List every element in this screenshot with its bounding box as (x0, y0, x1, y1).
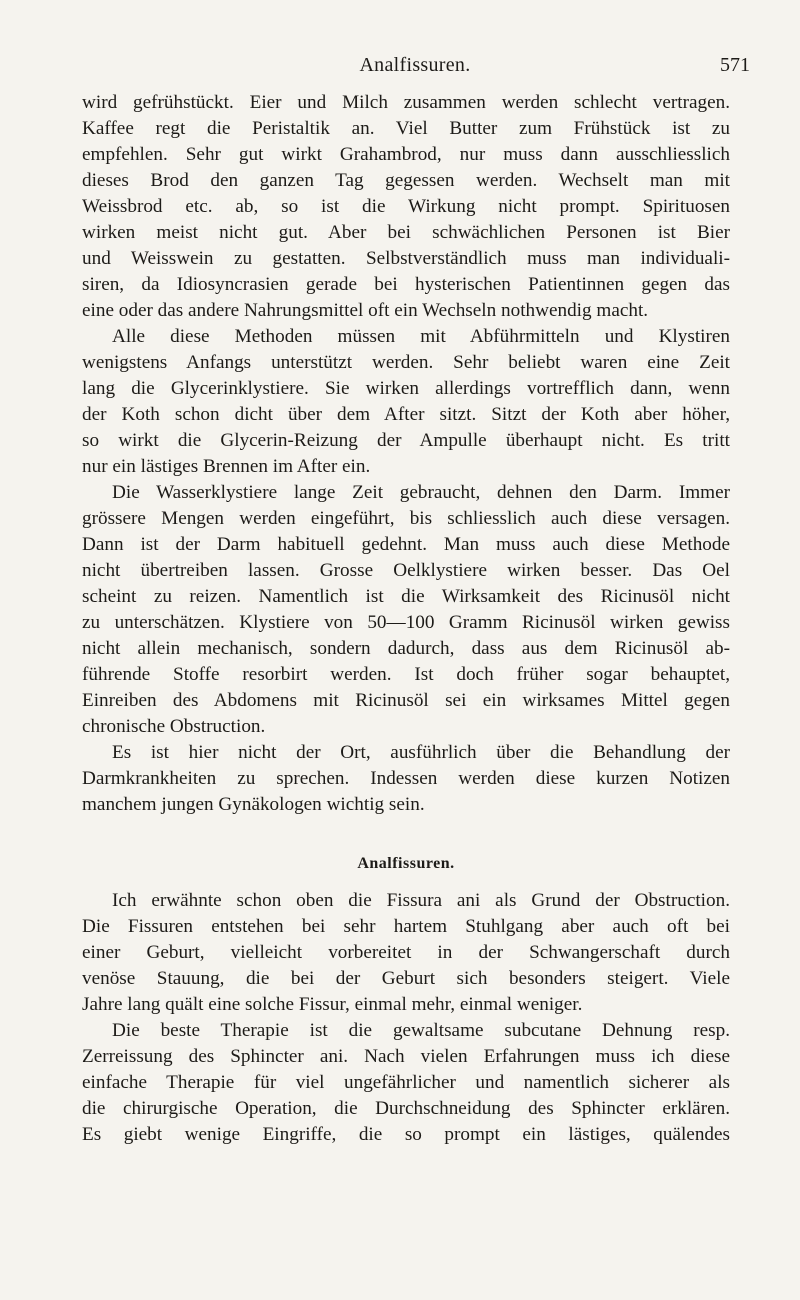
paragraph (82, 324, 730, 480)
text-line: wird gefrühstückt. Eier und Milch zusammen werden schlecht vertragen. (82, 92, 730, 113)
text-line: so wirkt die Glycerin-Reizung der Ampulle überhaupt nicht. Es tritt (82, 430, 730, 451)
text-line: und Weisswein zu gestatten. Selbstverständlich muss man individuali- (82, 248, 730, 269)
section-heading: Analfissuren. (357, 855, 455, 872)
text-line: Einreiben des Abdomens mit Ricinusöl sei ein wirksames Mittel gegen (82, 690, 730, 711)
text-line: Weissbrod etc. ab, so ist die Wirkung nicht prompt. Spirituosen (82, 196, 730, 217)
main-text (82, 90, 730, 1148)
section-spacer (82, 818, 730, 850)
text-line: wenigstens Anfangs unterstützt werden. Sehr beliebt waren eine Zeit (82, 352, 730, 373)
text-line: führende Stoffe resorbirt werden. Ist doch früher sogar behauptet, (82, 664, 730, 685)
text-line: einfache Therapie für viel ungefährlicher und namentlich sicherer als (82, 1072, 730, 1093)
page-number: 571 (720, 54, 750, 76)
paragraph (82, 1018, 730, 1148)
text-line: Die Wasserklystiere lange Zeit gebraucht, dehnen den Darm. Immer (112, 482, 730, 503)
text-line: einer Geburt, vielleicht vorbereitet in der Schwangerschaft durch (82, 942, 730, 963)
text-line: Kaffee regt die Peristaltik an. Viel Butter zum Frühstück ist zu (82, 118, 730, 139)
text-line: venöse Stauung, die bei der Geburt sich besonders steigert. Viele (82, 968, 730, 989)
text-line: die chirurgische Operation, die Durchschneidung des Sphincter erklären. (82, 1098, 730, 1119)
text-line: der Koth schon dicht über dem After sitzt. Sitzt der Koth aber höher, (82, 404, 730, 425)
text-line: Es ist hier nicht der Ort, ausführlich über die Behandlung der (112, 742, 730, 763)
paragraph (82, 480, 730, 740)
text-line: siren, da Idiosyncrasien gerade bei hysterischen Patientinnen gegen das (82, 274, 730, 295)
running-title: Analfissuren. (359, 54, 471, 76)
text-line: manchem jungen Gynäkologen wichtig sein. (82, 794, 425, 815)
text-line: Die Fissuren entstehen bei sehr hartem Stuhlgang aber auch oft bei (82, 916, 730, 937)
text-line: dieses Brod den ganzen Tag gegessen werden. Wechselt man mit (82, 170, 730, 191)
text-line: zu unterschätzen. Klystiere von 50—100 Gramm Ricinusöl wirken gewiss (82, 612, 730, 633)
text-line: nicht übertreiben lassen. Grosse Oelklystiere wirken besser. Das Oel (82, 560, 730, 581)
text-line: scheint zu reizen. Namentlich ist die Wirksamkeit des Ricinusöl nicht (82, 586, 730, 607)
text-line: eine oder das andere Nahrungsmittel oft ein Wechseln nothwendig macht. (82, 300, 649, 321)
text-line: nicht allein mechanisch, sondern dadurch, dass aus dem Ricinusöl ab- (82, 638, 730, 659)
text-line: Dann ist der Darm habituell gedehnt. Man muss auch diese Methode (82, 534, 730, 555)
text-line: lang die Glycerinklystiere. Sie wirken allerdings vortrefflich dann, wenn (82, 378, 730, 399)
text-line: Es giebt wenige Eingriffe, die so prompt ein lästiges, quälendes (82, 1124, 730, 1145)
text-line: nur ein lästiges Brennen im After ein. (82, 456, 371, 477)
text-line: Zerreissung des Sphincter ani. Nach vielen Erfahrungen muss ich diese (82, 1046, 730, 1067)
text-line: Darmkrankheiten zu sprechen. Indessen werden diese kurzen Notizen (82, 768, 730, 789)
text-line: Die beste Therapie ist die gewaltsame subcutane Dehnung resp. (112, 1020, 730, 1041)
paragraph (82, 888, 730, 1018)
text-line: wirken meist nicht gut. Aber bei schwächlichen Personen ist Bier (82, 222, 730, 243)
paragraph (82, 90, 730, 324)
text-line: Jahre lang quält eine solche Fissur, einmal mehr, einmal weniger. (82, 994, 583, 1015)
text-line: empfehlen. Sehr gut wirkt Grahambrod, nur muss dann ausschliesslich (82, 144, 730, 165)
running-header (80, 54, 750, 80)
text-line: grössere Mengen werden eingeführt, bis schliesslich auch diese versagen. (82, 508, 730, 529)
text-line: Alle diese Methoden müssen mit Abführmitteln und Klystiren (112, 326, 730, 347)
text-line: chronische Obstruction. (82, 716, 266, 737)
text-line: Ich erwähnte schon oben die Fissura ani als Grund der Obstruction. (112, 890, 730, 911)
paragraph (82, 740, 730, 818)
